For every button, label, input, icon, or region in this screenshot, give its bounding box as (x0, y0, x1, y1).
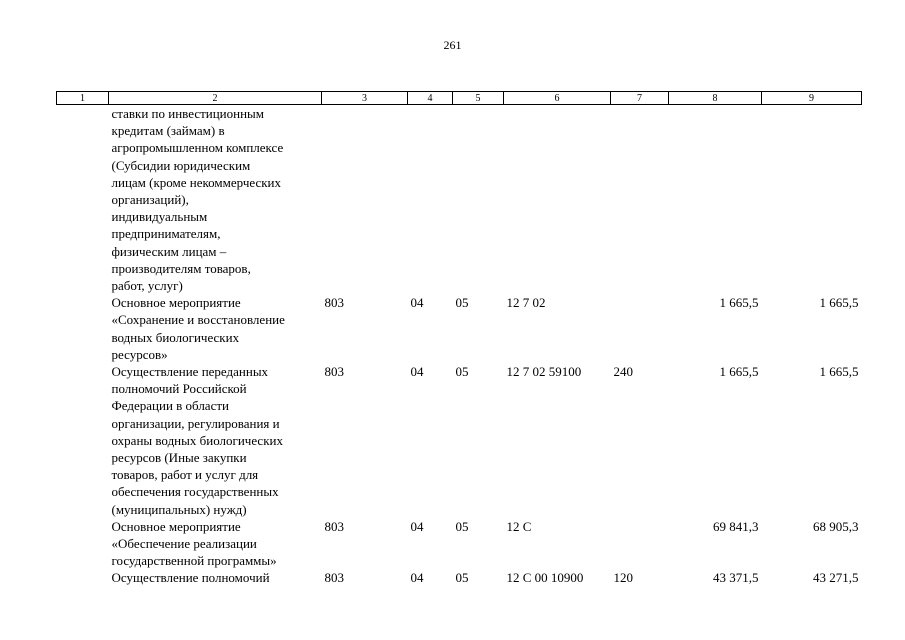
table-row (57, 518, 862, 570)
table-body (57, 105, 862, 587)
cell-target-article (504, 105, 611, 295)
page-number: 261 (443, 38, 462, 52)
name-line: лицам (кроме некоммерческих (111, 174, 282, 190)
column-header-2: 2 (109, 92, 322, 105)
cell-section (408, 105, 453, 295)
cell-section: 04 (410, 295, 424, 311)
column-header-7: 7 (611, 92, 669, 105)
name-line: организации, регулирования и (111, 415, 280, 431)
name-line: Основное мероприятие (111, 518, 241, 534)
cell-amount-1: 43 371,5 (713, 570, 759, 586)
cell-section: 04 (410, 570, 424, 586)
cell-amount-1: 1 665,5 (719, 364, 759, 380)
name-line: (Субсидии юридическим (111, 157, 251, 173)
cell-name (109, 569, 322, 586)
cell-subsection (453, 105, 504, 295)
cell-expense-type: 240 (613, 364, 633, 380)
cell-admin-code: 803 (324, 364, 344, 380)
cell-admin-code: 803 (324, 295, 344, 311)
cell-amount-2 (762, 105, 862, 295)
cell-col1 (57, 569, 109, 586)
name-line: ресурсов» (111, 346, 168, 362)
name-line: агропромышленном комплексе (111, 140, 284, 156)
column-header-4: 4 (408, 92, 453, 105)
column-header-8: 8 (669, 92, 762, 105)
cell-name (109, 294, 322, 363)
cell-amount-2: 1 665,5 (819, 295, 859, 311)
name-line: «Сохранение и восстановление (111, 312, 285, 328)
name-line: водных биологических (111, 329, 240, 345)
column-header-1: 1 (57, 92, 109, 105)
name-line: Осуществление полномочий (111, 570, 270, 586)
column-header-9: 9 (762, 92, 862, 105)
name-line: государственной программы» (111, 553, 277, 569)
cell-expense-type (611, 105, 669, 295)
cell-admin-code (322, 105, 408, 295)
table-row (57, 105, 862, 295)
name-line: Основное мероприятие (111, 295, 241, 311)
cell-expense-type: 120 (613, 570, 633, 586)
name-line: Осуществление переданных (111, 364, 269, 380)
cell-amount-1: 69 841,3 (713, 518, 759, 534)
name-line: работ, услуг) (111, 278, 183, 294)
name-line: охраны водных биологических (111, 432, 283, 448)
table-row (57, 363, 862, 518)
table-row (57, 294, 862, 363)
name-line: товаров, работ и услуг для (111, 467, 259, 483)
cell-name (109, 105, 322, 295)
name-line: ресурсов (Иные закупки (111, 450, 247, 466)
cell-col1 (57, 518, 109, 570)
cell-amount-2: 68 905,3 (813, 518, 859, 534)
cell-amount-1 (669, 105, 762, 295)
cell-expense-type (611, 294, 669, 363)
cell-amount-2: 43 271,5 (813, 570, 859, 586)
cell-expense-type (611, 518, 669, 570)
cell-target-article: 12 7 02 (506, 295, 546, 311)
cell-col1 (57, 294, 109, 363)
column-header-3: 3 (322, 92, 408, 105)
column-number-header-row (57, 92, 862, 105)
cell-amount-2: 1 665,5 (819, 364, 859, 380)
name-line: индивидуальным (111, 209, 208, 225)
cell-section: 04 (410, 364, 424, 380)
name-line: (муниципальных) нужд) (111, 501, 247, 517)
cell-col1 (57, 363, 109, 518)
cell-name (109, 518, 322, 570)
name-line: обеспечения государственных (111, 484, 279, 500)
cell-col1 (57, 105, 109, 295)
cell-admin-code: 803 (324, 518, 344, 534)
name-line: полномочий Российской (111, 381, 247, 397)
cell-subsection: 05 (455, 295, 469, 311)
table-row (57, 569, 862, 586)
cell-subsection: 05 (455, 364, 469, 380)
cell-subsection: 05 (455, 570, 469, 586)
cell-admin-code: 803 (324, 570, 344, 586)
name-line: ставки по инвестиционным (111, 106, 265, 121)
name-line: организаций), (111, 192, 189, 208)
cell-amount-1: 1 665,5 (719, 295, 759, 311)
cell-section: 04 (410, 518, 424, 534)
cell-target-article: 12 7 02 59100 (506, 364, 582, 380)
name-line: «Обеспечение реализации (111, 536, 257, 552)
column-header-6: 6 (504, 92, 611, 105)
name-line: Федерации в области (111, 398, 229, 414)
budget-table (56, 91, 862, 587)
name-line: физическим лицам – (111, 243, 227, 259)
cell-target-article: 12 С 00 10900 (506, 570, 584, 586)
name-line: производителям товаров, (111, 260, 251, 276)
cell-name (109, 363, 322, 518)
name-line: кредитам (займам) в (111, 123, 225, 139)
column-header-5: 5 (453, 92, 504, 105)
name-line: предпринимателям, (111, 226, 221, 242)
cell-target-article: 12 С (506, 518, 532, 534)
cell-subsection: 05 (455, 518, 469, 534)
